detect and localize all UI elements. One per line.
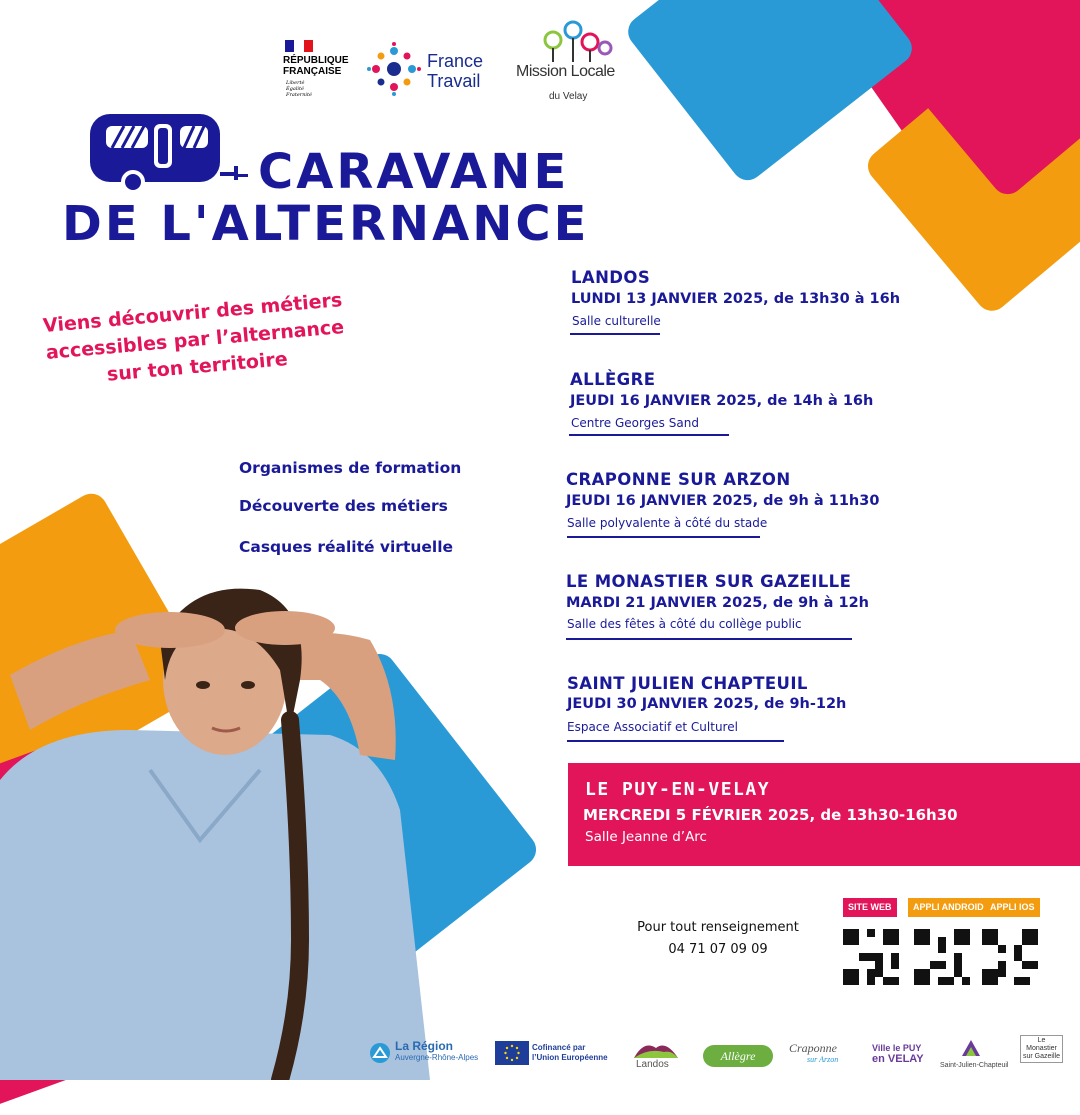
event-venue: Centre Georges Sand [571,416,699,430]
landos-logo: Landos [636,1059,669,1070]
title-line2: DE L'ALTERNANCE [62,196,590,252]
info-phone: 04 71 07 09 09 [668,942,768,957]
info-text: Pour tout renseignement [637,920,799,935]
qr-code-site[interactable] [843,929,899,985]
event-venue: Salle culturelle [572,314,661,328]
mission-locale-logo: Mission Locale [516,63,615,80]
region-logo-icon [369,1042,391,1064]
highlight-event-venue: Salle Jeanne d’Arc [585,829,707,845]
event-venue: Salle des fêtes à côté du collège public [567,617,802,631]
event-city: SAINT JULIEN CHAPTEUIL [567,674,808,693]
republique-flag-icon [285,40,313,52]
event-city: CRAPONNE SUR ARZON [566,470,791,489]
qr-code-android[interactable] [914,929,970,985]
event-date: LUNDI 13 JANVIER 2025, de 13h30 à 16h [571,291,901,307]
caravan-icon [88,110,248,194]
event-date: MARDI 21 JANVIER 2025, de 9h à 12h [566,595,869,611]
highlight-event-date: MERCREDI 5 FÉVRIER 2025, de 13h30-16h30 [583,806,958,824]
region-logo: La Région Auvergne-Rhône-Alpes [395,1039,479,1062]
event-city: LE MONASTIER SUR GAZEILLE [566,572,852,591]
feature-item: Découverte des métiers [239,497,448,515]
eu-logo: Cofinancé par l’Union Européenne [532,1043,608,1062]
republique-francaise-logo: RÉPUBLIQUE FRANÇAISE [283,55,349,77]
event-divider [569,434,729,436]
event-city: LANDOS [571,268,651,287]
france-travail-logo-icon [366,41,422,97]
qr-label-android: APPLI ANDROID [908,898,989,917]
qr-label-site: SITE WEB [843,898,897,917]
event-venue: Salle polyvalente à côté du stade [567,516,768,530]
monastier-logo: Le Monastier sur Gazeille [1020,1035,1063,1063]
saint-julien-logo: Saint-Julien-Chapteuil [940,1062,1009,1069]
feature-item: Organismes de formation [239,459,462,477]
event-city: ALLÈGRE [570,370,656,389]
event-divider [567,536,760,538]
eu-flag-icon [495,1041,529,1065]
event-date: JEUDI 16 JANVIER 2025, de 14h à 16h [570,393,874,409]
event-date: JEUDI 30 JANVIER 2025, de 9h-12h [567,696,847,712]
saint-julien-logo-icon [960,1036,982,1058]
event-venue: Espace Associatif et Culturel [567,720,738,734]
allegre-logo: Allègre [703,1045,773,1067]
event-divider [570,333,660,335]
person-photo [0,580,470,1080]
france-travail-logo: France Travail [427,51,484,91]
craponne-logo: Craponne sur Arzon [789,1041,839,1064]
qr-label-ios: APPLI IOS [985,898,1040,917]
landos-logo-icon [634,1040,678,1058]
feature-item: Casques réalité virtuelle [239,538,454,556]
mission-locale-sub: du Velay [549,91,588,102]
title-line1: CARAVANE [258,144,570,200]
puy-en-velay-logo: Ville le PUY en VELAY [872,1043,924,1065]
qr-code-ios[interactable] [982,929,1038,985]
event-date: JEUDI 16 JANVIER 2025, de 9h à 11h30 [566,493,880,509]
event-divider [566,638,852,640]
mission-locale-logo-icon [535,20,615,65]
event-divider [567,740,784,742]
tagline: Viens découvrir des métiers accessibles par l’alternance sur ton territoire [42,289,345,386]
highlight-event-city: LE PUY-EN-VELAY [585,779,771,800]
republique-motto: Liberté Égalité Fraternité [286,80,312,98]
